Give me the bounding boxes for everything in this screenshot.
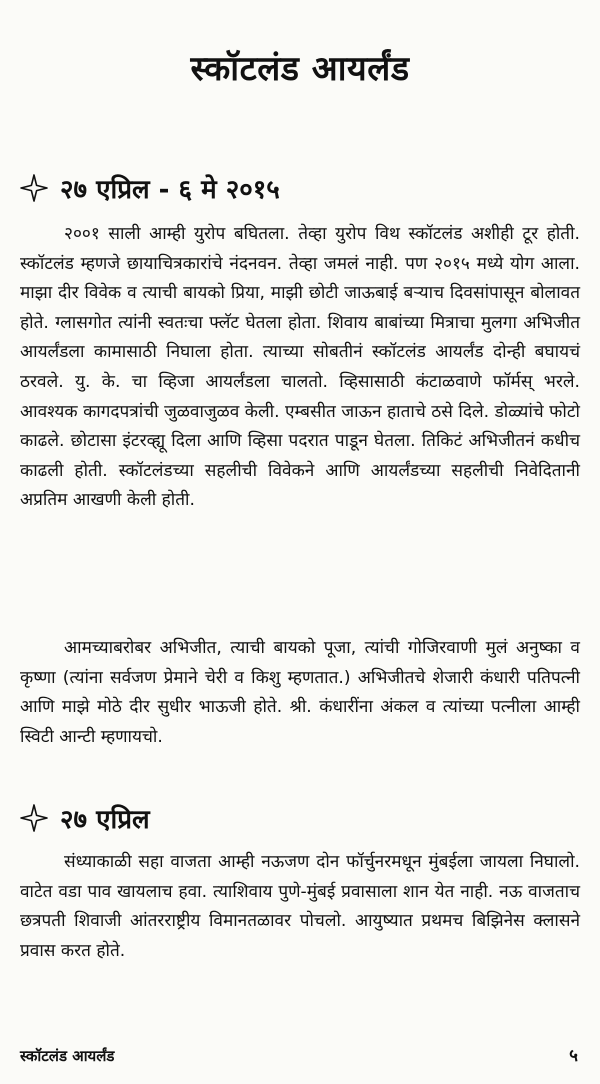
- four-point-star-icon: [20, 804, 48, 832]
- footer-book-title: स्कॉटलंड आयर्लंड: [20, 1047, 115, 1065]
- paragraph-2: आमच्याबरोबर अभिजीत, त्याची बायको पूजा, त्यांची गोजिरवाणी मुलं अनुष्का व कृष्णा (त्यांना सर्वजण प्रेमाने चेरी व किशु म्हणतात.) अभिजीतचे शेजारी कंधारी पतिपत्नी आणि माझे मोठे दीर सुधीर भाऊजी होते. श्री. कंधारींना अंकल व त्यांच्या पत्नीला आम्ही स्विटी आन्टी म्हणायचो.: [20, 638, 580, 747]
- section-heading-1: [20, 170, 280, 206]
- page-number: ५: [569, 1046, 578, 1066]
- section-heading-1-text: २७ एप्रिल - ६ मे २०१५: [60, 175, 280, 205]
- section-heading-2-text: २७ एप्रिल: [60, 805, 150, 835]
- chapter-title: स्कॉटलंड आयर्लंड: [190, 49, 410, 89]
- paragraph-3: संध्याकाळी सहा वाजता आम्ही नऊजण दोन फॉर्चुनरमधून मुंबईला जायला निघालो. वाटेत वडा पाव खायलाच हवा. त्याशिवाय पुणे-मुंबई प्रवासाला शान येत नाही. नऊ वाजताच छत्रपती शिवाजी आंतरराष्ट्रीय विमानतळावर पोचलो. आयुष्यात प्रथमच बिझिनेस क्लासने प्रवास करत होते.: [20, 852, 580, 961]
- paragraph-1: २००१ साली आम्ही युरोप बघितला. तेव्हा युरोप विथ स्कॉटलंड अशीही टूर होती. स्कॉटलंड म्हणजे छायाचित्रकारांचे नंदनवन. तेव्हा जमलं नाही. पण २०१५ मध्ये योग आला. माझा दीर विवेक व त्याची बायको प्रिया, माझी छोटी जाऊबाई बऱ्याच दिवसांपासून बोलावत होते. ग्लासगोत त्यांनी स्वतःचा फ्लॅट घेतला होता. शिवाय बाबांच्या मित्राचा मुलगा अभिजीत आयर्लंडला कामासाठी निघाला होता. त्याच्या सोबतीनं स्कॉटलंड आयर्लंड दोन्ही बघायचं ठरवले. यु. के. चा व्हिजा आयर्लंडला चालतो. व्हिसासाठी कंटाळवाणे फॉर्मस् भरले. आवश्यक कागदपत्रांची जुळवाजुळव केली. एम्बसीत जाऊन हाताचे ठसे दिले. डोळ्यांचे फोटो काढले. छोटासा इंटरव्ह्यू दिला आणि व्हिसा पदरात पाडून घेतला. तिकिटं अभिजीतनं कधीच काढली होती. स्कॉटलंडच्या सहलीची विवेकने आणि आयर्लंडच्या सहलीची निवेदितानी अप्रतिम आखणी केली होती.: [20, 224, 580, 511]
- section-heading-2: [20, 800, 150, 836]
- four-point-star-icon: [20, 174, 48, 202]
